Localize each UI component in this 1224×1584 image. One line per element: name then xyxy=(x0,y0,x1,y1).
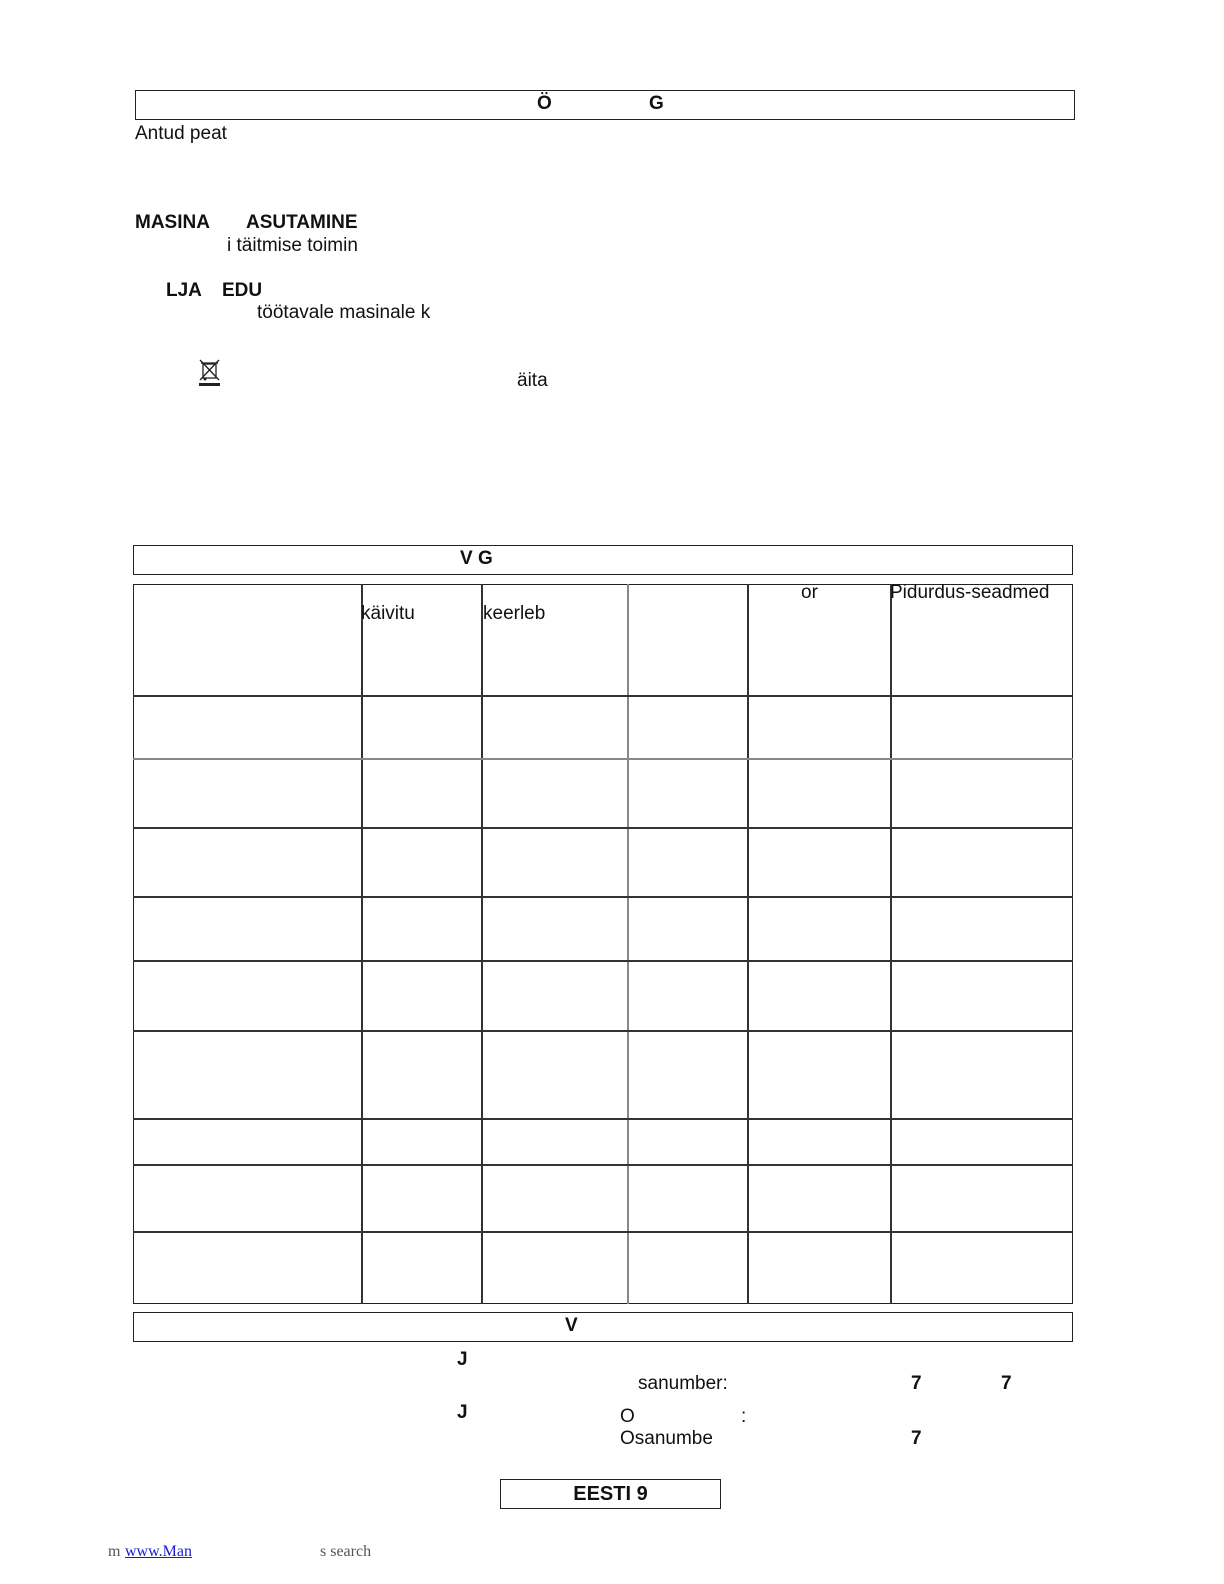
recycling-text: äita xyxy=(517,370,548,391)
table-header-cell: Pidurdus-seadmed xyxy=(890,582,1050,603)
table-col-divider xyxy=(890,584,892,1304)
section-header-2 xyxy=(133,545,1073,575)
footer-link[interactable]: www.Man xyxy=(125,1543,192,1560)
section-body-start: i täitmise toimin xyxy=(227,235,358,256)
section-title-start-a: MASINA xyxy=(135,212,210,233)
header-text-left: Ö xyxy=(537,93,552,114)
page-number-box: EESTI 9 xyxy=(500,1479,721,1509)
wheelie-bin-crossed-icon xyxy=(198,358,222,388)
parts-item-2-label: O xyxy=(620,1406,635,1427)
table-row-divider xyxy=(133,1030,1073,1032)
section-title-fill-a: LJA xyxy=(166,280,202,301)
table-row-divider xyxy=(133,896,1073,898)
footer-prefix: m xyxy=(108,1543,121,1560)
section3-header-text: V xyxy=(565,1315,578,1336)
troubleshooting-table xyxy=(133,584,1073,1304)
table-row-divider xyxy=(133,1164,1073,1166)
table-col-divider xyxy=(361,584,363,1304)
table-row-divider xyxy=(133,960,1073,962)
table-header-cell: or xyxy=(801,582,818,603)
parts-item-2-mark: J xyxy=(457,1402,468,1423)
section-body-fill: töötavale masinale k xyxy=(257,302,431,323)
table-col-divider xyxy=(481,584,483,1304)
table-row-divider xyxy=(133,1231,1073,1233)
table-row-divider xyxy=(133,1118,1073,1120)
section2-header-text: V G xyxy=(460,548,493,569)
parts-item-2-value: 7 xyxy=(911,1428,922,1449)
table-col-divider xyxy=(747,584,749,1304)
table-row-divider xyxy=(133,695,1073,697)
section-header-1 xyxy=(135,90,1075,120)
footer-suffix: s search xyxy=(320,1543,372,1560)
table-row-divider xyxy=(133,758,1073,760)
section-title-fill-b: EDU xyxy=(222,280,263,301)
parts-item-1-label: sanumber: xyxy=(638,1373,728,1394)
intro-text: Antud peat xyxy=(135,123,227,144)
table-row-divider xyxy=(133,827,1073,829)
parts-item-1-mark: J xyxy=(457,1349,468,1370)
table-header-cell: keerleb xyxy=(483,603,546,624)
parts-item-1-value: 7 xyxy=(1001,1373,1012,1394)
parts-item-1-value: 7 xyxy=(911,1373,922,1394)
table-header-cell: käivitu xyxy=(361,603,415,624)
section-header-3 xyxy=(133,1312,1073,1342)
parts-item-2-label-b: Osanumbe xyxy=(620,1428,713,1449)
section-title-start-b: ASUTAMINE xyxy=(246,212,358,233)
table-col-divider xyxy=(627,584,629,1304)
header-text-right: G xyxy=(649,93,664,114)
parts-item-2-colon: : xyxy=(741,1406,747,1427)
